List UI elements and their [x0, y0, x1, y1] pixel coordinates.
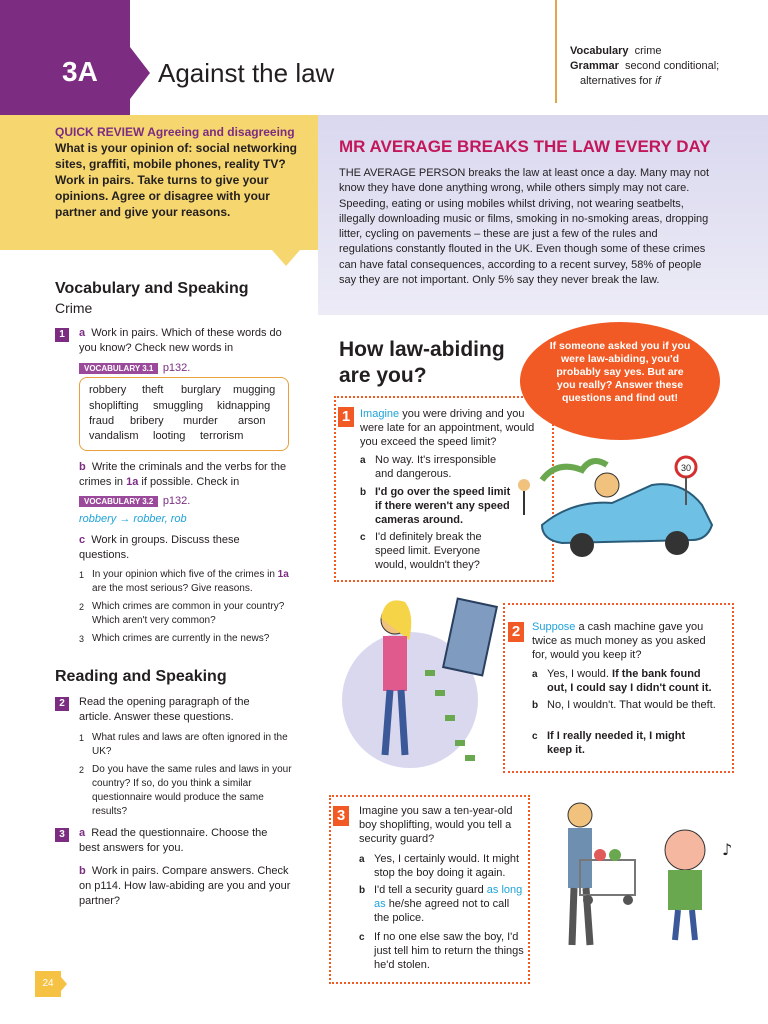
exercise-number-1: 1	[55, 328, 69, 342]
vocab-tag-3-2[interactable]: VOCABULARY 3.2	[79, 496, 158, 507]
grammar-value: second conditional;	[625, 60, 720, 72]
vocab-label: Vocabulary	[570, 45, 629, 57]
list-ref: 1a	[277, 569, 289, 580]
question-3-text: Imagine you saw a ten-year-old boy shoplifting, would you tell a security guard?	[359, 805, 513, 845]
word-box	[79, 377, 289, 451]
exercise-number-2: 2	[55, 697, 69, 711]
vocab-reference-2[interactable]	[79, 491, 190, 509]
option-letter[interactable]: b	[359, 885, 366, 896]
question-1-body: you were driving and you were late for an appointment, would you exceed the speed limit?	[360, 408, 535, 448]
grammar-value-3: if	[655, 75, 661, 87]
option-text-part: he/she agreed not to call the police.	[374, 898, 510, 924]
option-letter[interactable]: a	[532, 669, 538, 680]
word-item: robbery	[89, 384, 127, 396]
exercise-1b-letter: b	[79, 461, 86, 473]
list-text: What rules and laws are often ignored in the UK?	[92, 732, 288, 757]
exercise-3a	[79, 826, 289, 856]
list-text: Which crimes are currently in the news?	[92, 633, 270, 644]
option-text[interactable]: Yes, I certainly would. It might stop the boy doing it again.	[374, 853, 520, 879]
exercise-1b	[79, 460, 294, 490]
music-note-icon: ♪	[722, 840, 733, 859]
exercise-1c-list	[79, 568, 294, 646]
option-text-part: I'd tell a security guard	[374, 884, 484, 896]
header-divider	[555, 0, 557, 103]
word-item: fraud	[89, 415, 115, 427]
list-text: Which crimes are common in your country? Which aren't very common?	[92, 601, 285, 626]
example-answer: robbery → robber, rob	[79, 513, 187, 525]
list-item	[79, 632, 294, 646]
option-text[interactable]	[547, 667, 722, 695]
exercise-1b-text-1: Write the criminals and the verbs for the crimes in	[79, 461, 287, 488]
exercise-1a-text: Work in pairs. Which of these words do you know? Check new words in	[79, 327, 282, 354]
option-text-part: If the bank found out, I could say I didn't count it.	[547, 668, 712, 694]
list-text: are the most serious? Give reasons.	[92, 583, 253, 594]
option-text[interactable]: No way. It's irresponsible and dangerous.	[375, 454, 497, 480]
speeding-car-illustration	[512, 445, 722, 560]
vocab-page-link[interactable]: p132.	[162, 495, 191, 507]
exercise-3b-text: Work in pairs. Compare answers. Check on p114. How law-abiding are you and your partner?	[79, 865, 291, 907]
question-1-number: 1	[338, 407, 354, 427]
vocab-tag-3-1[interactable]: VOCABULARY 3.1	[79, 363, 158, 374]
speed-sign-number: 30	[680, 463, 692, 473]
vocab-heading: Vocabulary and Speaking	[55, 280, 249, 297]
cash-machine-illustration	[335, 590, 510, 775]
word-item: smuggling	[153, 400, 204, 412]
grammar-value-2: alternatives for	[580, 75, 653, 87]
word-item: burglary	[181, 384, 221, 396]
exercise-1b-text-2: if possible. Check in	[141, 476, 240, 488]
word-item: shoplifting	[89, 400, 139, 412]
list-text: Do you have the same rules and laws in your country? If so, do you think a similar questionnaire would produce the same results?	[92, 764, 292, 817]
word-item: kidnapping	[217, 400, 271, 412]
question-2-lead: Suppose	[532, 621, 576, 633]
exercise-number-3: 3	[55, 828, 69, 842]
word-item: mugging	[233, 384, 276, 396]
exercise-2-list	[79, 731, 299, 819]
option-text[interactable]	[374, 883, 524, 925]
option-letter[interactable]: c	[532, 731, 538, 742]
question-2-body: a cash machine gave you twice as much money as you asked for, would you keep it?	[532, 621, 706, 661]
vocab-value: crime	[634, 45, 662, 57]
exercise-1b-ref: 1a	[126, 476, 139, 488]
option-text-part: as long as	[374, 884, 523, 910]
shoplifting-illustration	[540, 800, 740, 950]
quick-review-body: What is your opinion of: social networking sites, graffiti, mobile phones, reality TV? Work in pairs. Take turns to give your opinions. Agree or disagree with your partner and give your reasons.	[55, 141, 298, 219]
list-item	[79, 600, 294, 628]
question-1-lead: Imagine	[360, 408, 400, 420]
page-arrow-icon	[61, 977, 67, 991]
quick-review-notch	[272, 250, 300, 266]
word-item: terrorism	[200, 430, 244, 442]
grammar-label: Grammar	[570, 60, 619, 72]
page-number: 24	[35, 971, 61, 997]
question-1-text	[360, 407, 550, 449]
option-letter[interactable]: c	[359, 932, 365, 943]
option-text[interactable]: If I really needed it, I might keep it.	[547, 730, 686, 756]
article-title: MR AVERAGE BREAKS THE LAW EVERY DAY	[339, 137, 711, 156]
question-2-number: 2	[508, 622, 524, 642]
option-letter[interactable]: a	[359, 854, 365, 865]
word-item: theft	[142, 384, 164, 396]
exercise-3b	[79, 864, 299, 909]
bubble-text: If someone asked you if you were law-abiding, you'd probably say yes. But are you really? Answer these questions and find out!	[549, 340, 691, 404]
lesson-focus	[570, 44, 760, 89]
exercise-3b-letter: b	[79, 865, 86, 877]
option-letter[interactable]: b	[532, 700, 539, 711]
list-number: 3	[79, 634, 85, 644]
option-letter[interactable]: c	[360, 532, 366, 543]
word-item: vandalism	[89, 430, 139, 442]
list-item	[79, 568, 294, 596]
option-letter[interactable]: b	[360, 487, 367, 498]
quick-review-text	[55, 124, 305, 220]
vocab-page-link[interactable]: p132.	[162, 362, 191, 374]
word-item: arson	[238, 415, 266, 427]
option-text[interactable]: I'd definitely break the speed limit. Everyone would, wouldn't they?	[375, 531, 482, 571]
word-item: bribery	[130, 415, 164, 427]
exercise-3a-letter: a	[79, 827, 86, 839]
exercise-1c	[79, 533, 279, 563]
exercise-2-text: Read the opening paragraph of the article. Answer these questions.	[79, 696, 250, 723]
question-2-text	[532, 620, 722, 662]
word-item: murder	[183, 415, 218, 427]
quick-review-label: QUICK REVIEW Agreeing and disagreeing	[55, 125, 295, 139]
list-item	[79, 763, 299, 819]
quiz-title: How law-abiding are you?	[339, 338, 505, 387]
article-body: THE AVERAGE PERSON breaks the law at least once a day. Many may not know they have done anything wrong, while others simply may not care. Speeding, eating or using mobiles whilst driving, not wearing seatbelts, illegally downloading music or films, smoking in no-smoking areas, dropping litter, cycling on pavements – these are just a few of the rules and regulations constantly flouted in the UK. Even though some of these crimes can have fatal consequences, according to a recent survey, 58% of people say they are not important. Only 5% say they never break the law.	[339, 167, 710, 287]
vocab-reference-1[interactable]	[79, 358, 190, 376]
option-letter[interactable]: a	[360, 455, 366, 466]
unit-number: 3A	[62, 56, 98, 87]
question-3-number: 3	[333, 806, 349, 826]
vocab-subheading: Crime	[55, 300, 93, 316]
list-number: 1	[79, 733, 85, 743]
option-text[interactable]: I'd go over the speed limit if there weren't any speed cameras around.	[375, 486, 511, 526]
list-number: 1	[79, 570, 85, 580]
exercise-1c-text: Work in groups. Discuss these questions.	[79, 534, 240, 561]
exercise-1a-letter: a	[79, 327, 86, 339]
page-title: Against the law	[158, 58, 335, 88]
list-text: In your opinion which five of the crimes in	[92, 569, 275, 580]
reading-heading: Reading and Speaking	[55, 668, 227, 685]
word-item: looting	[153, 430, 186, 442]
option-text-part: Yes, I would.	[547, 668, 609, 680]
option-text[interactable]: If no one else saw the boy, I'd just tell him to return the things he'd stolen.	[374, 931, 524, 971]
exercise-1c-letter: c	[79, 534, 86, 546]
list-number: 2	[79, 765, 85, 775]
list-number: 2	[79, 602, 85, 612]
exercise-3a-text: Read the questionnaire. Choose the best answers for you.	[79, 827, 268, 854]
unit-arrow-icon	[130, 47, 150, 99]
option-text[interactable]: No, I wouldn't. That would be theft.	[547, 699, 716, 711]
list-item	[79, 731, 299, 759]
exercise-1a	[79, 326, 294, 356]
